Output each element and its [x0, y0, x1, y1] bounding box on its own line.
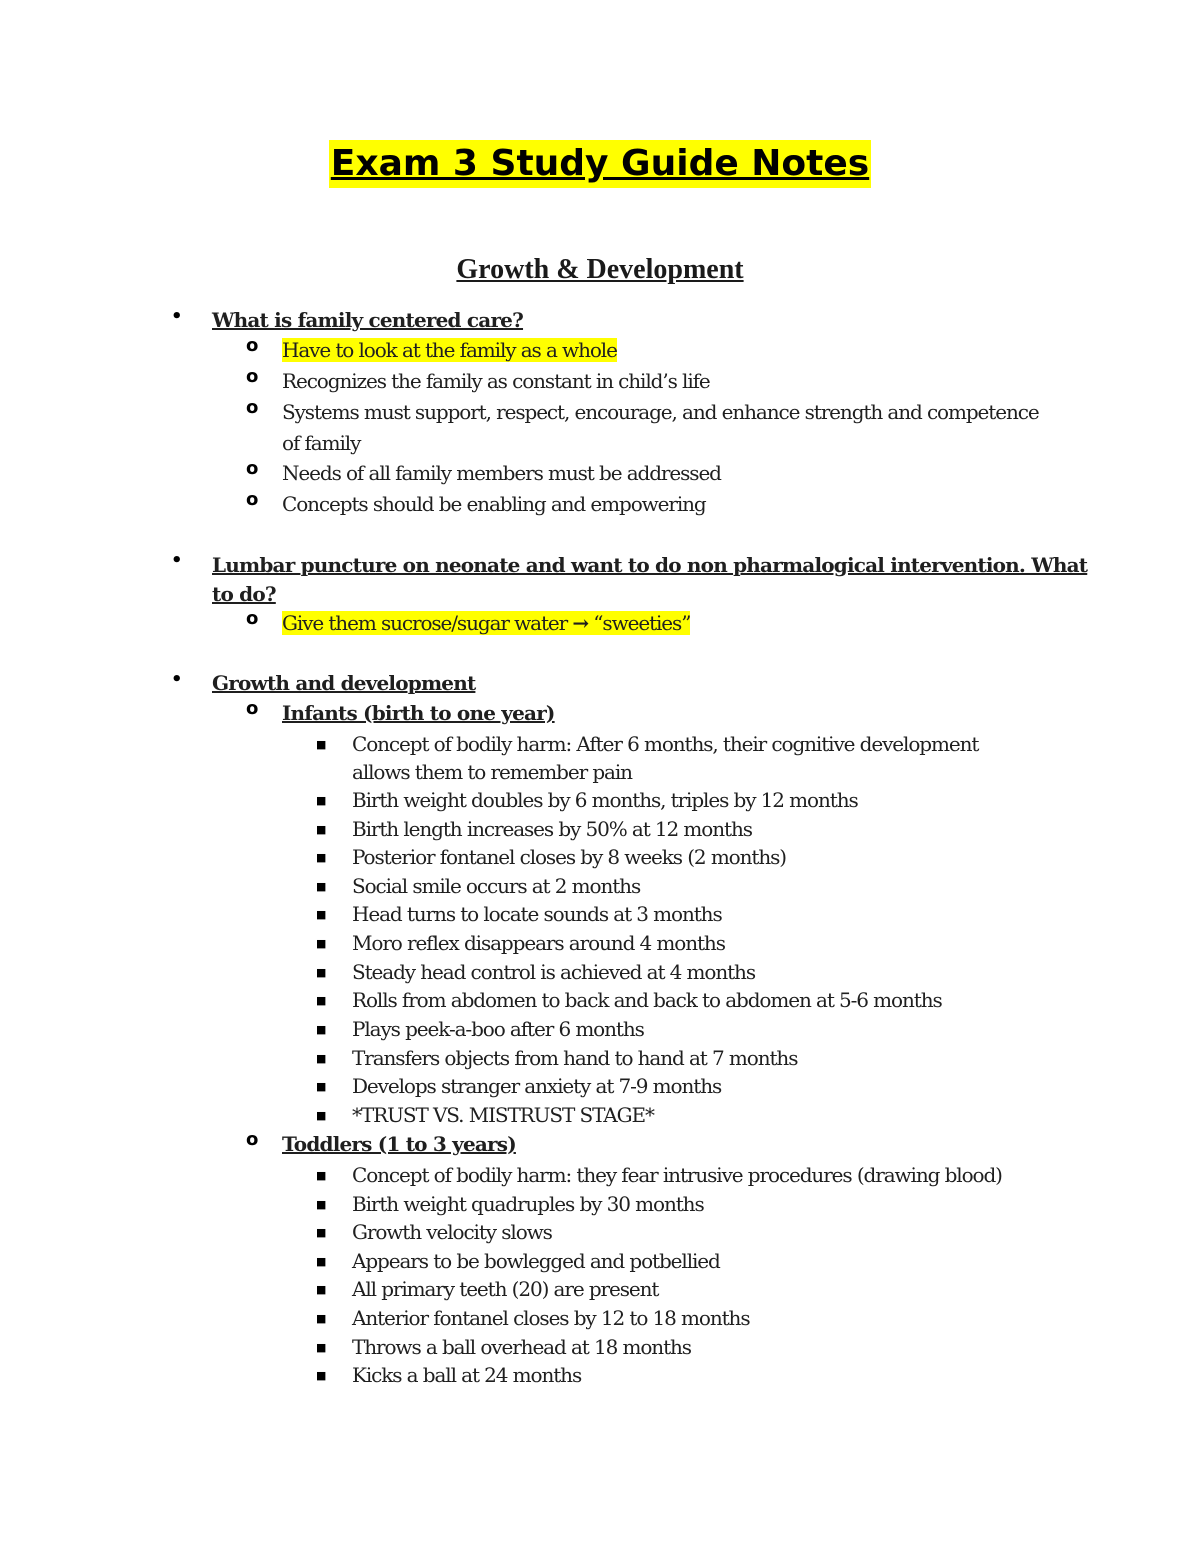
highlighted-answer: Have to look at the family as a whole: [282, 338, 617, 362]
document-title: Exam 3 Study Guide Notes: [329, 140, 871, 188]
square-bullet-icon: ■: [316, 851, 327, 864]
list-item: Plays peek-a-boo after 6 months: [352, 1017, 644, 1041]
highlighted-answer: [282, 611, 690, 635]
square-bullet-icon: ■: [316, 1198, 327, 1211]
section-title: Growth & Development: [456, 254, 744, 285]
list-item: Anterior fontanel closes by 12 to 18 months: [352, 1306, 750, 1330]
square-bullet-icon: ■: [316, 937, 327, 950]
square-bullet-icon: ■: [316, 880, 327, 893]
list-item: Appears to be bowlegged and potbellied: [352, 1249, 720, 1273]
heading-toddlers: Toddlers (1 to 3 years): [282, 1132, 516, 1156]
list-item: Birth weight quadruples by 30 months: [352, 1192, 704, 1216]
question-family-centered-care: What is family centered care?: [212, 308, 524, 332]
square-bullet-icon: ■: [316, 1023, 327, 1036]
bullet-icon: •: [171, 669, 183, 690]
circle-bullet-icon: o: [246, 366, 259, 387]
list-item: Birth length increases by 50% at 12 months: [352, 817, 752, 841]
answer-text: Give them sucrose/sugar water: [282, 611, 573, 635]
answer-text-quote: “sweeties”: [588, 611, 691, 635]
list-item: Concept of bodily harm: they fear intrusive procedures (drawing blood): [352, 1163, 1002, 1187]
question-lumbar-puncture: Lumbar puncture on neonate and want to do non pharmalogical intervention. What: [212, 553, 1088, 577]
circle-bullet-icon: o: [246, 335, 259, 356]
list-item: Develops stranger anxiety at 7-9 months: [352, 1074, 722, 1098]
list-item: Transfers objects from hand to hand at 7 months: [352, 1046, 798, 1070]
circle-bullet-icon: o: [246, 489, 259, 510]
square-bullet-icon: ■: [316, 966, 327, 979]
list-item-continuation: allows them to remember pain: [352, 760, 632, 784]
heading-growth-development: Growth and development: [212, 671, 476, 695]
list-item: Growth velocity slows: [352, 1220, 552, 1244]
square-bullet-icon: ■: [316, 1109, 327, 1122]
square-bullet-icon: ■: [316, 1080, 327, 1093]
heading-infants: Infants (birth to one year): [282, 701, 555, 725]
circle-bullet-icon: o: [246, 458, 259, 479]
list-item: Birth weight doubles by 6 months, triples by 12 months: [352, 788, 858, 812]
square-bullet-icon: ■: [316, 1169, 327, 1182]
square-bullet-icon: ■: [316, 1226, 327, 1239]
square-bullet-icon: ■: [316, 1255, 327, 1268]
list-item: Social smile occurs at 2 months: [352, 874, 641, 898]
list-item: *TRUST VS. MISTRUST STAGE*: [352, 1103, 654, 1127]
list-item: Concepts should be enabling and empowering: [282, 492, 706, 516]
square-bullet-icon: ■: [316, 794, 327, 807]
square-bullet-icon: ■: [316, 738, 327, 751]
list-item: Moro reflex disappears around 4 months: [352, 931, 725, 955]
square-bullet-icon: ■: [316, 1369, 327, 1382]
square-bullet-icon: ■: [316, 994, 327, 1007]
circle-bullet-icon: o: [246, 1129, 259, 1150]
square-bullet-icon: ■: [316, 1341, 327, 1354]
list-item: [282, 335, 617, 365]
square-bullet-icon: ■: [316, 1283, 327, 1296]
list-item: Throws a ball overhead at 18 months: [352, 1335, 691, 1359]
list-item: Recognizes the family as constant in child’s life: [282, 369, 710, 393]
list-item: Systems must support, respect, encourage, and enhance strength and competence: [282, 400, 1039, 424]
circle-bullet-icon: o: [246, 608, 259, 629]
title-row: [0, 140, 1200, 188]
list-item-continuation: of family: [282, 431, 361, 455]
section-row: [0, 250, 1200, 290]
square-bullet-icon: ■: [316, 1052, 327, 1065]
list-item: Posterior fontanel closes by 8 weeks (2 months): [352, 845, 786, 869]
list-item: [282, 608, 690, 638]
square-bullet-icon: ■: [316, 908, 327, 921]
square-bullet-icon: ■: [316, 1312, 327, 1325]
arrow-right-icon: →: [572, 611, 589, 635]
list-item: Steady head control is achieved at 4 months: [352, 960, 755, 984]
bullet-icon: •: [171, 550, 183, 571]
question-lumbar-puncture-cont: to do?: [212, 582, 276, 606]
list-item: Kicks a ball at 24 months: [352, 1363, 582, 1387]
list-item: Concept of bodily harm: After 6 months, their cognitive development: [352, 732, 979, 756]
circle-bullet-icon: o: [246, 397, 259, 418]
list-item: Needs of all family members must be addressed: [282, 461, 721, 485]
list-item: Rolls from abdomen to back and back to abdomen at 5-6 months: [352, 988, 942, 1012]
bullet-icon: •: [171, 306, 183, 327]
list-item: Head turns to locate sounds at 3 months: [352, 902, 722, 926]
list-item: All primary teeth (20) are present: [352, 1277, 659, 1301]
square-bullet-icon: ■: [316, 823, 327, 836]
circle-bullet-icon: o: [246, 698, 259, 719]
